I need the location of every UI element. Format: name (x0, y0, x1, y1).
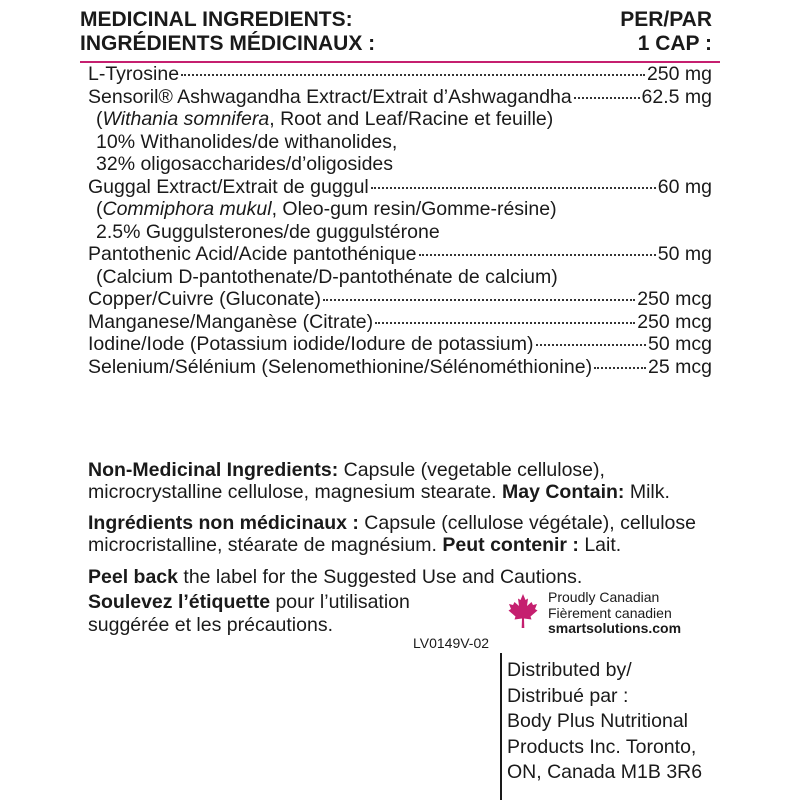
dot-leader (323, 297, 635, 301)
header-title-fr: INGRÉDIENTS MÉDICINAUX : (80, 32, 376, 55)
ingredient-name: Copper/Cuivre (Gluconate) (88, 288, 322, 310)
non-medicinal-en (88, 459, 712, 503)
ingredient-detail (88, 198, 712, 221)
header-dose-label: 1 CAP : (637, 32, 712, 55)
peel-back-notice-fr (88, 591, 410, 637)
distributor-line: Distributed by/ (507, 659, 632, 681)
may-contain-label: May Contain: (502, 481, 625, 503)
ingredient-amount: 250 mcg (637, 288, 712, 310)
ingredient-name: Guggal Extract/Extrait de guggul (88, 175, 369, 198)
ingredient-name: Iodine/Iode (Potassium iodide/Iodure de potassium) (88, 333, 534, 355)
ingredient-row (88, 63, 712, 86)
distributor-line: Body Plus Nutritional (507, 710, 689, 732)
peut-contenir-label: Peut contenir : (442, 534, 579, 556)
label-header (80, 8, 712, 60)
ingredient-row (88, 86, 712, 109)
ingredient-amount: 25 mcg (648, 355, 712, 378)
ingredient-name: Selenium/Sélénium (Selenomethionine/Sélénométhionine) (88, 355, 593, 378)
may-contain-text: Milk. (624, 481, 670, 503)
ingredient-amount: 250 mcg (637, 310, 712, 333)
ingredient-name: L-Tyrosine (88, 63, 180, 85)
peel-back-text: the label for the Suggested Use and Cautions. (177, 566, 583, 588)
dot-leader (594, 365, 646, 369)
ingredient-row (88, 333, 712, 356)
ingredient-detail: 2.5% Guggulsterones/de guggulstérone (96, 220, 440, 243)
ingredient-detail-text: (Commiphora mukul, Oleo-gum resin/Gomme-résine) (96, 198, 557, 220)
non-medicinal-text-en: Capsule (vegetable cellulose), (338, 459, 605, 481)
header-title-en: MEDICINAL INGREDIENTS: (80, 8, 353, 31)
ingredient-list (88, 63, 712, 378)
ingredient-row (88, 311, 712, 334)
non-medicinal-text-fr-2: microcristalline, stéarate de magnésium. (88, 534, 443, 556)
ingredient-row (88, 288, 712, 311)
peel-back-bold: Peel back (88, 566, 178, 588)
maple-leaf-shape (509, 594, 538, 628)
ingredient-row (88, 243, 712, 266)
distributor-divider (500, 653, 502, 800)
dot-leader (181, 72, 645, 76)
non-medicinal-fr (88, 512, 712, 556)
peut-contenir-text: Lait. (578, 534, 622, 556)
ingredient-row (88, 356, 712, 379)
ingredient-name: Manganese/Manganèse (Citrate) (88, 310, 374, 333)
dot-leader (574, 95, 640, 99)
non-medicinal-label-en: Non-Medicinal Ingredients: (88, 459, 339, 481)
non-medicinal-label-fr: Ingrédients non médicinaux : (88, 512, 359, 534)
canadian-badge (548, 590, 681, 637)
ingredient-name: Pantothenic Acid/Acide pantothénique (88, 243, 417, 265)
non-medicinal-text-fr: Capsule (cellulose végétale), cellulose (358, 512, 696, 534)
ingredient-amount: 50 mcg (648, 333, 712, 355)
ingredient-amount: 60 mg (657, 175, 712, 198)
ingredient-detail: (Calcium D-pantothenate/D-pantothénate de calcium) (96, 265, 558, 288)
distributor-line: Distribué par : (507, 684, 629, 707)
label-code: LV0149V-02 (413, 635, 490, 651)
distributor-block (507, 658, 702, 786)
website-link[interactable]: smartsolutions.com (548, 620, 682, 636)
ingredient-row (88, 176, 712, 199)
distributor-line: ON, Canada M1B 3R6 (507, 761, 703, 783)
ingredient-name: Sensoril® Ashwagandha Extract/Extrait d’Ashwagandha (88, 85, 572, 108)
soulevez-bold: Soulevez l’étiquette (88, 591, 271, 613)
non-medicinal-text-en-2: microcrystalline cellulose, magnesium stearate. (88, 481, 502, 503)
ingredient-detail: 32% oligosaccharides/d’oligosides (96, 153, 394, 175)
ingredient-detail-text: (Withania somnifera, Root and Leaf/Racine et feuille) (96, 108, 554, 130)
botanical-name: Withania somnifera (102, 108, 270, 130)
distributor-line: Products Inc. Toronto, (507, 735, 697, 758)
ingredient-amount: 62.5 mg (641, 85, 712, 108)
peel-back-notice-en (88, 566, 582, 589)
ingredient-amount: 50 mg (657, 243, 712, 265)
dot-leader (419, 252, 656, 256)
proudly-canadian-text: Proudly Canadian (548, 589, 660, 605)
dot-leader (536, 342, 647, 346)
dot-leader (375, 320, 635, 324)
fierement-canadien-text: Fièrement canadien (548, 604, 672, 621)
dot-leader (371, 185, 656, 189)
ingredient-detail: 10% Withanolides/de withanolides, (96, 130, 398, 153)
botanical-name: Commiphora mukul (102, 198, 272, 220)
maple-leaf-icon (508, 593, 538, 631)
ingredient-detail (88, 108, 712, 131)
header-per-label: PER/PAR (620, 8, 712, 31)
soulevez-text: pour l’utilisation (270, 591, 410, 613)
soulevez-text-2: suggérée et les précautions. (88, 614, 333, 636)
ingredient-amount: 250 mg (646, 63, 712, 85)
